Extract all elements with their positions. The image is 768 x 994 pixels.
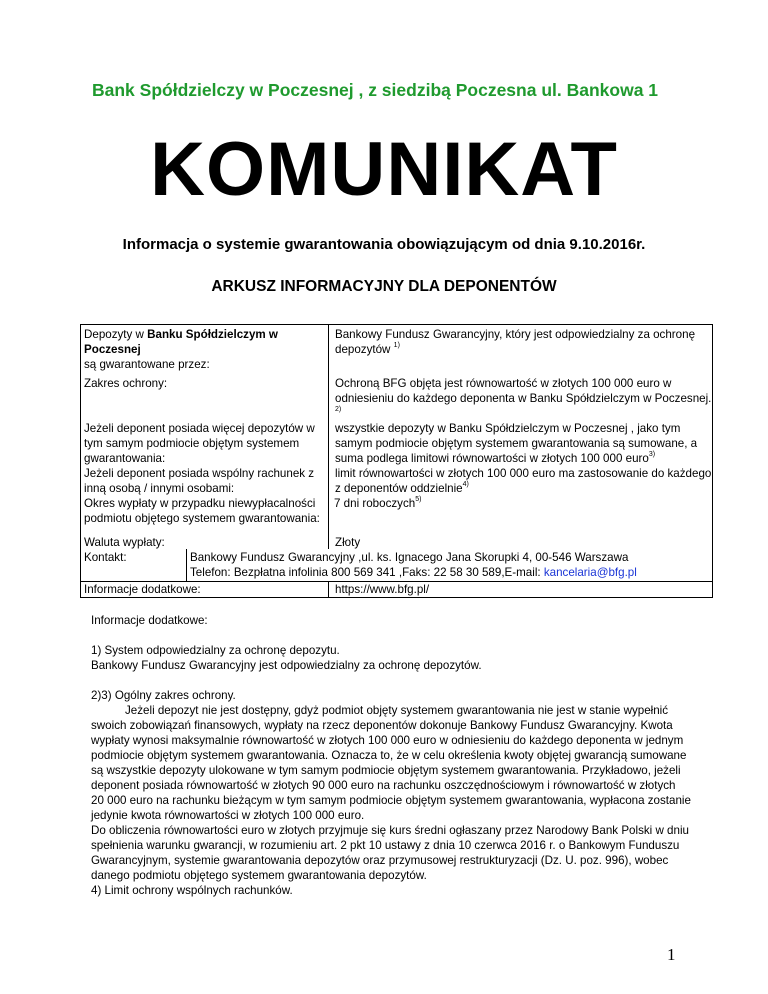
note-2-3-text: Jeżeli depozyt nie jest dostępny, gdyż podmiot objęty systemem gwarantowania nie jest w stanie wypełnić swoich zobowiązań finansowych, wypłaty na rzecz deponentów dokonuje Bankowy Fundusz Gwarancyjny. Kwota wypłaty wynosi maksymalnie równowartość w złotych 100 000 euro w odniesieniu do każdego deponenta w jednym podmiocie objętym systemem gwarantowania. Oznacza to, że w celu określenia kwoty objętej gwarancją sumowane są wszystkie depozyty ulokowane w tym samym podmiocie objętym systemem gwarantowania. Przykładowo, jeżeli deponent posiada równowartość w złotych 90 000 euro na rachunku oszczędnościowym i równowartość w złotych 20 000 euro na rachunku bieżącym w tym samym podmiocie objętym systemem gwarantowania, wypłacona zostanie jedynie kwota równowartości w złotych 100 000 euro.	[91, 704, 691, 822]
joint-account-label: Jeżeli deponent posiada wspólny rachunek z inną osobą / innymi osobami:	[84, 467, 315, 495]
notes-heading: Informacje dodatkowe:	[91, 614, 208, 627]
coverage-value: Ochroną BFG objęta jest równowartość w złotych 100 000 euro w odniesieniu do każdego deponenta w Banku Spółdzielczym w Poczesnej.	[335, 377, 712, 405]
contact-label: Kontakt:	[84, 551, 127, 564]
info-table: Depozyty w Banku Spółdzielczym w Poczesnej są gwarantowane przez: Bankowy Fundusz Gwarancyjny, który jest odpowiedzialny za ochronę depozytów $^{1)}$ Zakres ochrony: Ochroną BFG objęta jest równowartość w złotych 100 000 euro w odniesieniu do każdego deponenta w Banku Spółdzielczym w Poczesnej. $^{2)}$ Jeżeli deponent posiada więcej depozytów w tym samym podmiocie objętym systemem gwarantowania: wszystkie depozyty w Banku Spółdzielczym w Poczesnej , jako tym samym podmiocie objętym systemem gwarantowania są sumowane, a suma podlega limitowi równowartości w złotych 100 000 euro$^{3)}$ Jeżeli deponent posiada wspólny rachunek z inną osobą / innymi osobami: limit równowartości w złotych 100 000 euro ma zastosowanie do każdego z deponentów oddzielnie$^{4)}$ Okres wypłaty w przypadku niewypłacalności podmiotu objętego systemem gwarantowania: 7 dni roboczych$^{5)}$ Waluta wypłaty: Złoty Kontakt: Bankowy Fundusz Gwarancyjny ,ul. ks. Ignacego Jana Skorupki 4, 00-546 Warszawa Telefon: Bezpłatna infolinia 800 569 341 ,Faks: 22 58 30 589,E-mail: kancelaria@bfg.pl Informacje dodatkowe: https://www.bfg.pl/	[80, 324, 713, 598]
coverage-label: Zakres ochrony:	[84, 377, 168, 390]
note-4-title: 4) Limit ochrony wspólnych rachunków.	[91, 884, 293, 897]
currency-label: Waluta wypłaty:	[84, 536, 165, 549]
payout-period-value: 7 dni roboczych	[334, 497, 416, 510]
sheet-title: ARKUSZ INFORMACYJNY DLA DEPONENTÓW	[211, 278, 557, 295]
bank-name: Banku Spółdzielczym w Poczesnej	[84, 328, 278, 356]
subtitle: Informacja o systemie gwarantowania obowiązującym od dnia 9.10.2016r.	[122, 236, 646, 253]
currency-value: Złoty	[335, 536, 361, 549]
contact-divider	[186, 549, 187, 581]
note-1-text: Bankowy Fundusz Gwarancyjny jest odpowiedzialny za ochronę depozytów.	[91, 659, 482, 672]
contact-phone: Telefon: Bezpłatna infolinia 800 569 341 ,Faks: 22 58 30 589,E-mail:	[190, 566, 544, 579]
bank-header: Bank Spółdzielczy w Poczesnej , z siedzibą Poczesna ul. Bankowa 1	[92, 80, 659, 100]
multiple-deposits-value: wszystkie depozyty w Banku Spółdzielczym w Poczesnej , jako tym samym podmiocie objętym systemem gwarantowania są sumowane, a suma podlega limitowi równowartości w złotych 100 000 euro	[335, 422, 698, 465]
joint-account-value: limit równowartości w złotych 100 000 euro ma zastosowanie do każdego z deponentów oddzielnie	[335, 467, 712, 495]
guarantor-value: Bankowy Fundusz Gwarancyjny, który jest odpowiedzialny za ochronę depozytów	[335, 328, 696, 356]
bfg-website-link[interactable]: https://www.bfg.pl/	[335, 583, 430, 596]
note-2-3-title: 2)3) Ogólny zakres ochrony.	[91, 689, 236, 702]
page-number: 1	[667, 945, 676, 964]
payout-period-label: Okres wypłaty w przypadku niewypłacalności podmiotu objętego systemem gwarantowania:	[84, 497, 320, 525]
note-1-title: 1) System odpowiedzialny za ochronę depozytu.	[91, 644, 340, 657]
note-2-3-text-continued: Do obliczenia równowartości euro w złotych przyjmuje się kurs średni ogłaszany przez Narodowy Bank Polski w dniu spełnienia warunku gwarancji, w rozumieniu art. 2 pkt 10 ustawy z dnia 10 czerwca 2016 r. o Bankowym Funduszu Gwarancyjnym, systemie gwarantowania depozytów oraz przymusowej restrukturyzacji (Dz. U. poz. 996), wobec danego podmiotu objętego systemem gwarantowania depozytów.	[91, 824, 689, 882]
multiple-deposits-label: Jeżeli deponent posiada więcej depozytów w tym samym podmiocie objętym systemem gwarantowania:	[84, 422, 315, 465]
contact-email-link[interactable]: kancelaria@bfg.pl	[543, 566, 637, 579]
guarantor-label: Depozyty w	[84, 328, 148, 341]
contact-address: Bankowy Fundusz Gwarancyjny ,ul. ks. Ignacego Jana Skorupki 4, 00-546 Warszawa	[190, 551, 629, 564]
additional-info-label: Informacje dodatkowe:	[84, 583, 201, 596]
page-title: KOMUNIKAT	[150, 127, 618, 212]
notes-section	[91, 613, 691, 898]
